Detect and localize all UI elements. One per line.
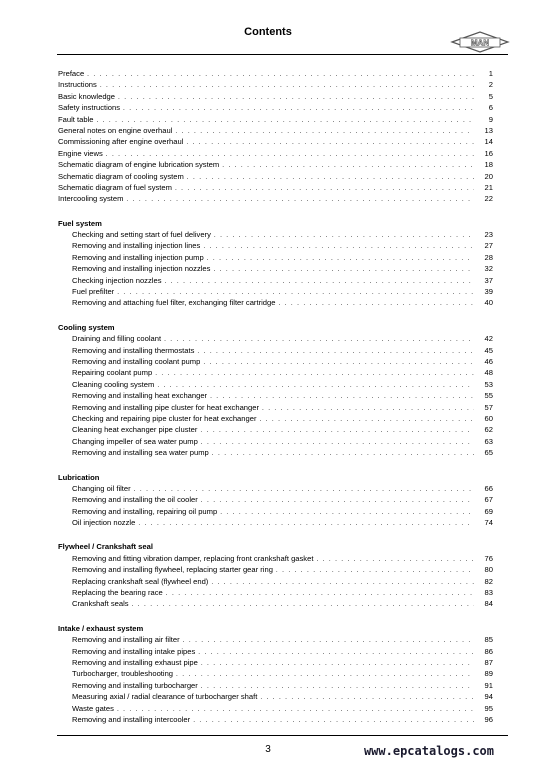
toc-entry-page: 85 (484, 635, 493, 645)
toc-entry-page: 55 (484, 391, 493, 401)
toc-entry-title: Removing and installing intake pipes (72, 646, 196, 656)
toc-entry-title: Removing and installing sea water pump (72, 448, 209, 458)
toc-entry-page: 27 (484, 241, 493, 251)
toc-entry[interactable] (58, 114, 493, 125)
toc-entry-title: Removing and installing injection lines (72, 241, 201, 251)
toc-entry-title: Removing and installing heat exchanger (72, 391, 208, 401)
toc-entry[interactable] (58, 402, 493, 413)
section-heading[interactable]: Flywheel / Crankshaft seal (58, 542, 153, 552)
toc-entry[interactable] (58, 576, 493, 587)
page-title: Contents (244, 26, 292, 38)
toc-entry-page: 40 (484, 298, 493, 308)
toc-entry-page: 28 (484, 252, 493, 262)
dot-leader (166, 588, 474, 599)
toc-section (58, 472, 493, 529)
toc-entry-page: 53 (484, 379, 493, 389)
toc-entry-page: 87 (484, 657, 493, 667)
toc-entry[interactable] (58, 714, 493, 725)
toc-entry-page: 16 (484, 148, 493, 158)
dot-leader (198, 647, 474, 658)
toc-entry-title: Removing and installing injection nozzles (72, 264, 211, 274)
toc-entry-page: 62 (484, 425, 493, 435)
dot-leader (175, 126, 474, 137)
toc-entry[interactable] (58, 356, 493, 367)
toc-entry-page: 86 (484, 646, 493, 656)
toc-entry-title: Replacing crankshaft seal (flywheel end) (72, 576, 209, 586)
toc-entry[interactable] (58, 703, 493, 714)
toc-entry-title: Cleaning heat exchanger pipe cluster (72, 425, 198, 435)
toc-entry-title: Fault table (58, 114, 94, 124)
toc-entry[interactable] (58, 229, 493, 240)
toc-entry-title: Safety instructions (58, 103, 121, 113)
dot-leader (193, 715, 474, 726)
toc-entry[interactable] (58, 182, 493, 193)
dot-leader (278, 298, 474, 309)
toc-entry[interactable] (58, 91, 493, 102)
toc-entry[interactable] (58, 275, 493, 286)
toc-entry-title: Cleaning cooling system (72, 379, 155, 389)
toc-entry[interactable] (58, 252, 493, 263)
dot-leader (316, 554, 474, 565)
toc-entry-title: Waste gates (72, 703, 114, 713)
toc-entry-page: 84 (484, 599, 493, 609)
toc-entry-page: 67 (484, 495, 493, 505)
toc-entry-title: Removing and fitting vibration damper, replacing front crankshaft gasket (72, 553, 314, 563)
toc-entry[interactable] (58, 506, 493, 517)
toc-entry[interactable] (58, 390, 493, 401)
toc-entry-title: Removing and installing coolant pump (72, 356, 201, 366)
toc-entry[interactable] (58, 125, 493, 136)
toc-section (58, 541, 493, 609)
toc-entry-page: 13 (484, 125, 493, 135)
dot-leader (201, 437, 474, 448)
toc-entry-page: 20 (484, 171, 493, 181)
toc-entry-title: Engine views (58, 148, 103, 158)
dot-leader (262, 403, 474, 414)
dot-leader (186, 137, 474, 148)
toc-entry[interactable] (58, 691, 493, 702)
toc-entry-page: 91 (484, 680, 493, 690)
dot-leader (201, 495, 474, 506)
dot-leader (132, 599, 474, 610)
section-heading[interactable]: Lubrication (58, 472, 100, 482)
toc-entry[interactable] (58, 680, 493, 691)
toc-entry-title: Preface (58, 69, 85, 78)
toc-entry-title: Changing oil filter (72, 483, 131, 493)
table-of-contents (58, 68, 493, 725)
toc-entry-title: Removing and installing intercooler (72, 714, 191, 724)
toc-entry[interactable] (58, 286, 493, 297)
toc-entry-page: 69 (484, 506, 493, 516)
toc-entry[interactable] (58, 367, 493, 378)
toc-entry-page: 45 (484, 345, 493, 355)
toc-entry[interactable] (58, 646, 493, 657)
toc-entry-page: 65 (484, 448, 493, 458)
toc-entry[interactable] (58, 413, 493, 424)
toc-entry-page: 5 (488, 91, 493, 101)
toc-entry[interactable] (58, 263, 493, 274)
toc-entry-page: 42 (484, 334, 493, 344)
toc-entry[interactable] (58, 136, 493, 147)
toc-entry-page: 76 (484, 553, 493, 563)
dot-leader (259, 414, 474, 425)
toc-entry-page: 94 (484, 692, 493, 702)
toc-entry-page: 63 (484, 436, 493, 446)
toc-entry-title: Removing and installing turbocharger (72, 680, 198, 690)
toc-entry-page: 46 (484, 356, 493, 366)
man-logo (450, 30, 510, 54)
dot-leader (175, 183, 474, 194)
toc-entry-page: 82 (484, 576, 493, 586)
toc-entry-title: Removing and installing injection pump (72, 252, 204, 262)
toc-entry-title: Removing and installing thermostats (72, 345, 195, 355)
toc-entry[interactable] (58, 171, 493, 182)
toc-section (58, 322, 493, 459)
toc-entry-title: Removing and installing, repairing oil pump (72, 506, 218, 516)
toc-entry-page: 32 (484, 264, 493, 274)
dot-leader (138, 518, 474, 529)
dot-leader (123, 103, 474, 114)
toc-entry[interactable] (58, 297, 493, 308)
toc-entry[interactable] (58, 483, 493, 494)
toc-entry-page: 14 (484, 137, 493, 147)
toc-entry-title: Crankshaft seals (72, 599, 129, 609)
toc-entry[interactable] (58, 379, 493, 390)
dot-leader (197, 346, 474, 357)
toc-entry-page: 60 (484, 413, 493, 423)
toc-entry[interactable] (58, 447, 493, 458)
toc-entry[interactable] (58, 436, 493, 447)
toc-entry-page: 83 (484, 588, 493, 598)
toc-entry[interactable] (58, 517, 493, 528)
dot-leader (100, 80, 474, 91)
section-heading[interactable]: Fuel system (58, 218, 102, 228)
toc-entry-title: Draining and filling coolant (72, 334, 162, 344)
dot-leader (87, 69, 474, 80)
toc-entry[interactable] (58, 159, 493, 170)
toc-entry[interactable] (58, 79, 493, 90)
toc-entry[interactable] (58, 333, 493, 344)
toc-entry[interactable] (58, 148, 493, 159)
dot-leader (211, 577, 474, 588)
toc-entry-page: 1 (488, 69, 493, 78)
toc-entry-page: 74 (484, 518, 493, 528)
toc-entry[interactable] (58, 634, 493, 645)
toc-entry[interactable] (58, 598, 493, 609)
dot-leader (187, 172, 474, 183)
dot-leader (165, 276, 475, 287)
dot-leader (200, 425, 474, 436)
toc-entry-title: Fuel prefilter (72, 287, 115, 297)
toc-entry-title: Removing and installing pipe cluster for heat exchanger (72, 402, 259, 412)
logo-text: MAN (470, 38, 490, 48)
dot-leader (260, 692, 474, 703)
toc-entry[interactable] (58, 587, 493, 598)
toc-entry-page: 6 (488, 103, 493, 113)
toc-entry-title: Checking and repairing pipe cluster for heat exchanger (72, 413, 257, 423)
toc-entry-title: Changing impeller of sea water pump (72, 436, 198, 446)
dot-leader (203, 357, 474, 368)
toc-entry-page: 39 (484, 287, 493, 297)
toc-entry[interactable] (58, 553, 493, 564)
dot-leader (214, 230, 474, 241)
dot-leader (183, 635, 474, 646)
toc-entry-page: 21 (484, 182, 493, 192)
section-heading[interactable]: Cooling system (58, 322, 115, 332)
toc-entry-page: 48 (484, 368, 493, 378)
toc-entry-title: Schematic diagram of engine lubrication system (58, 160, 220, 170)
toc-entry-title: Turbocharger, troubleshooting (72, 669, 174, 679)
toc-entry-page: 18 (484, 160, 493, 170)
toc-entry-title: Measuring axial / radial clearance of turbocharger shaft (72, 692, 258, 702)
dot-leader (276, 565, 474, 576)
dot-leader (118, 92, 474, 103)
page-number: 3 (265, 744, 271, 755)
toc-entry-title: General notes on engine overhaul (58, 125, 173, 135)
toc-entry[interactable] (58, 564, 493, 575)
dot-leader (213, 264, 474, 275)
toc-entry-page: 95 (484, 703, 493, 713)
dot-leader (207, 253, 474, 264)
toc-section (58, 218, 493, 309)
toc-entry-title: Removing and installing air filter (72, 635, 180, 645)
toc-entry-title: Instructions (58, 80, 97, 90)
toc-entry-title: Repairing coolant pump (72, 368, 153, 378)
toc-entry-page: 23 (484, 230, 493, 240)
section-heading[interactable]: Intake / exhaust system (58, 623, 144, 633)
toc-entry[interactable] (58, 657, 493, 668)
toc-entry-page: 66 (484, 483, 493, 493)
toc-entry-page: 9 (488, 114, 493, 124)
toc-entry-title: Basic knowledge (58, 91, 115, 101)
toc-entry-page: 37 (484, 275, 493, 285)
dot-leader (155, 368, 474, 379)
dot-leader (201, 658, 474, 669)
toc-entry[interactable] (58, 193, 493, 204)
header-rule (57, 54, 508, 55)
toc-entry-title: Commissioning after engine overhaul (58, 137, 184, 147)
toc-entry-title: Removing and installing exhaust pipe (72, 657, 198, 667)
toc-entry-title: Checking and setting start of fuel delivery (72, 230, 211, 240)
toc-entry-title: Schematic diagram of cooling system (58, 171, 184, 181)
toc-entry-title: Schematic diagram of fuel system (58, 182, 172, 192)
toc-entry-title: Removing and installing flywheel, replacing starter gear ring (72, 565, 273, 575)
toc-entry-page: 96 (484, 714, 493, 724)
dot-leader (203, 241, 474, 252)
toc-entry[interactable] (58, 102, 493, 113)
toc-intro (58, 68, 493, 205)
dot-leader (220, 507, 474, 518)
toc-entry-title: Removing and attaching fuel filter, exchanging filter cartridge (72, 298, 276, 308)
toc-entry-page: 89 (484, 669, 493, 679)
footer-rule (57, 735, 508, 736)
toc-entry-title: Replacing the bearing race (72, 588, 163, 598)
toc-section (58, 623, 493, 726)
watermark-url[interactable]: www.epcatalogs.com (363, 744, 494, 758)
toc-entry[interactable] (58, 68, 493, 79)
toc-entry-page: 2 (488, 80, 493, 90)
toc-entry[interactable] (58, 240, 493, 251)
dot-leader (212, 448, 474, 459)
toc-entry[interactable] (58, 345, 493, 356)
dot-leader (176, 669, 474, 680)
toc-entry-page: 57 (484, 402, 493, 412)
toc-entry[interactable] (58, 424, 493, 435)
dot-leader (164, 334, 474, 345)
dot-leader (222, 160, 474, 171)
toc-entry-page: 22 (484, 194, 493, 204)
toc-entry[interactable] (58, 494, 493, 505)
toc-entry[interactable] (58, 668, 493, 679)
toc-entry-page: 80 (484, 565, 493, 575)
dot-leader (126, 194, 474, 205)
toc-entry-title: Oil injection nozzle (72, 518, 136, 528)
toc-entry-title: Intercooling system (58, 194, 124, 204)
toc-entry-title: Checking injection nozzles (72, 275, 162, 285)
toc-entry-title: Removing and installing the oil cooler (72, 495, 198, 505)
